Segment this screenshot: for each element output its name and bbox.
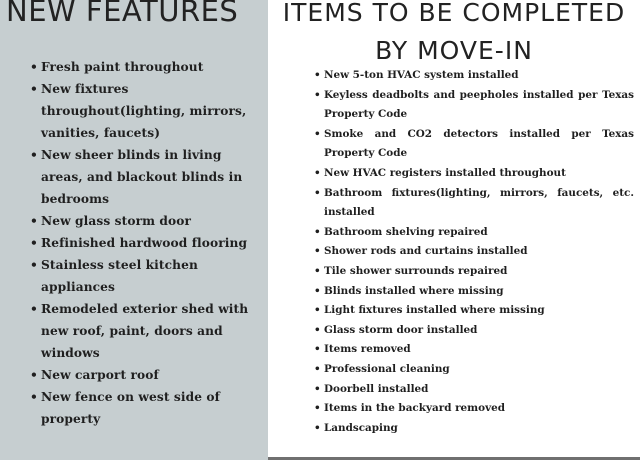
list-item: • New fixtures throughout(lighting, mirrors, vanities, faucets) (30, 78, 255, 144)
bullet-icon: • (30, 302, 38, 316)
bullet-icon: • (30, 82, 38, 96)
bullet-icon: • (314, 69, 321, 81)
list-item: • Smoke and CO2 detectors installed per Texas Property Code (314, 125, 634, 164)
list-item: • Refinished hardwood flooring (30, 232, 255, 254)
bullet-icon: • (314, 127, 321, 140)
list-item: • New carport roof (30, 364, 255, 386)
list-item: • Bathroom fixtures(lighting, mirrors, faucets, etc. installed (314, 184, 634, 223)
move-in-title (268, 0, 640, 70)
bullet-icon: • (30, 390, 38, 404)
bullet-icon: • (30, 236, 38, 250)
list-item: • Tile shower surrounds repaired (314, 262, 634, 282)
list-item: • Items in the backyard removed (314, 399, 634, 419)
bullet-icon: • (314, 362, 321, 375)
move-in-title-line-1: ITEMS TO BE COMPLETED (282, 0, 626, 27)
new-features-title: NEW FEATURES (6, 0, 239, 28)
bullet-icon: • (314, 284, 321, 297)
list-item: • New 5-ton HVAC system installed (314, 66, 634, 86)
bullet-icon: • (314, 166, 321, 179)
list-item: • Items removed (314, 340, 634, 360)
move-in-list (314, 66, 634, 438)
bullet-icon: • (314, 264, 321, 277)
bullet-icon: • (314, 323, 321, 336)
list-item: • Blinds installed where missing (314, 282, 634, 302)
list-item: • Light fixtures installed where missing (314, 301, 634, 321)
list-item: • Stainless steel kitchen appliances (30, 254, 255, 298)
bullet-icon: • (314, 186, 321, 199)
bullet-icon: • (30, 368, 38, 382)
new-features-panel (0, 0, 268, 460)
list-item: • Landscaping (314, 419, 634, 439)
bullet-icon: • (314, 88, 321, 101)
list-item: • New HVAC registers installed throughout (314, 164, 634, 184)
list-item: • Bathroom shelving repaired (314, 223, 634, 243)
bullet-icon: • (30, 214, 38, 228)
bullet-icon: • (314, 304, 321, 317)
move-in-panel (268, 0, 640, 460)
list-item: • Keyless deadbolts and peepholes installed per Texas Property Code (314, 86, 634, 125)
list-item: • New fence on west side of property (30, 386, 255, 430)
move-in-title-line-2: BY MOVE-IN (375, 36, 533, 65)
bullet-icon: • (314, 421, 321, 434)
bullet-icon: • (314, 343, 321, 356)
bullet-icon: • (314, 402, 321, 415)
bullet-icon: • (314, 225, 321, 238)
new-features-list (30, 56, 255, 430)
bullet-icon: • (314, 245, 321, 258)
bullet-icon: • (30, 60, 38, 74)
list-item: • Professional cleaning (314, 360, 634, 380)
bullet-icon: • (314, 382, 321, 395)
list-item: • Shower rods and curtains installed (314, 242, 634, 262)
list-item: • New glass storm door (30, 210, 255, 232)
list-item: • Glass storm door installed (314, 321, 634, 341)
list-item: • Fresh paint throughout (30, 56, 255, 78)
list-item: • New sheer blinds in living areas, and blackout blinds in bedrooms (30, 144, 255, 210)
list-item: • Doorbell installed (314, 380, 634, 400)
bullet-icon: • (30, 258, 38, 272)
bullet-icon: • (30, 148, 38, 162)
list-item: • Remodeled exterior shed with new roof, paint, doors and windows (30, 298, 255, 364)
